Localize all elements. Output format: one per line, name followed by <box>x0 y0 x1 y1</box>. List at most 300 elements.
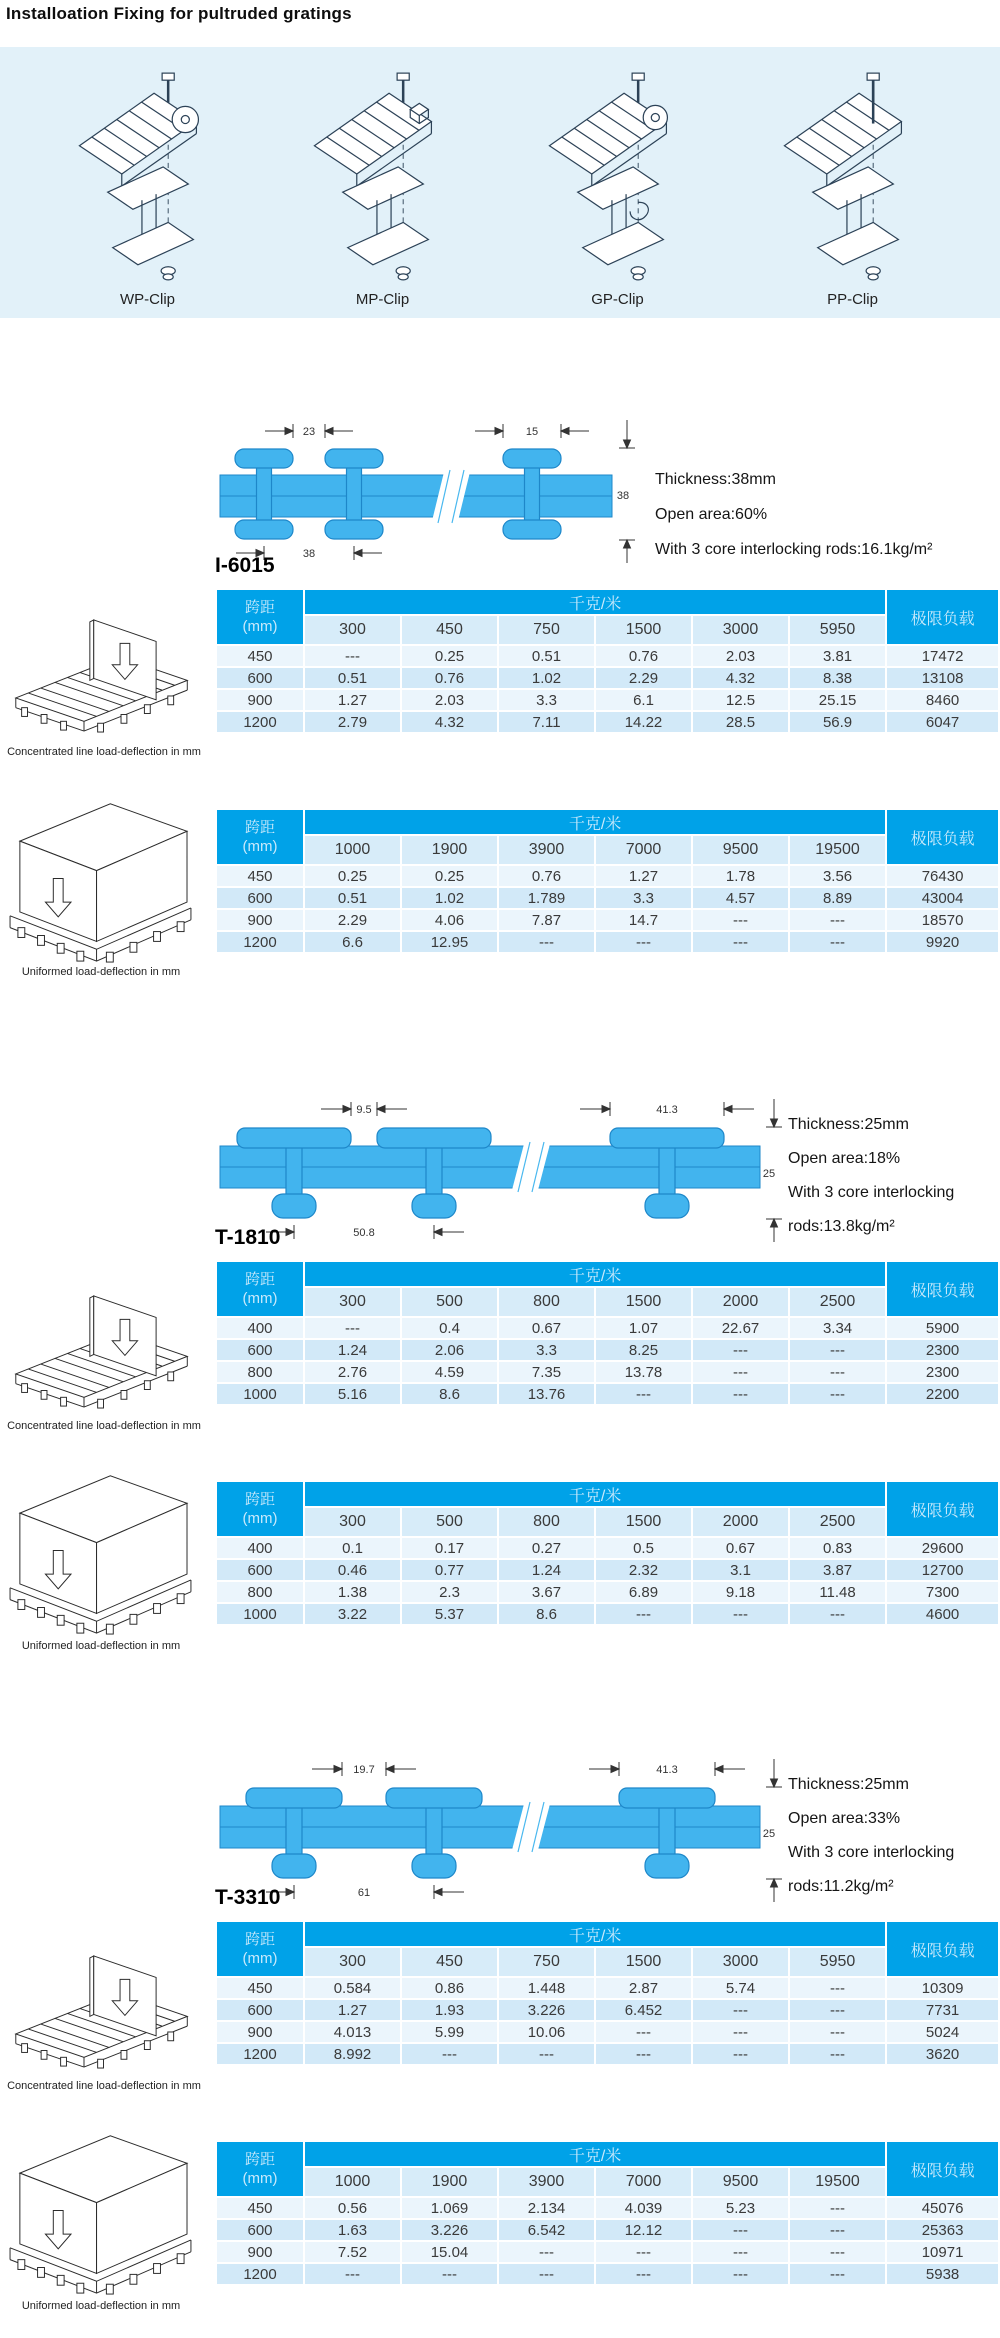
dim-top2-label: 15 <box>525 426 539 438</box>
load-unit-header-cell: 千克/米 <box>304 1261 886 1287</box>
span-label: 跨距 <box>244 819 275 836</box>
value-cell: 8.38 <box>789 667 886 689</box>
value-cell: 9.18 <box>692 1581 789 1603</box>
value-cell: --- <box>692 2263 789 2285</box>
value-cell: --- <box>595 1603 692 1625</box>
value-cell: 10.06 <box>498 2021 595 2043</box>
load-values-row <box>216 835 999 865</box>
value-cell: 2.03 <box>692 645 789 667</box>
ultimate-cell: 43004 <box>886 887 999 909</box>
span-unit-label: (mm) <box>242 838 278 855</box>
load-cell: 1500 <box>595 1947 692 1977</box>
value-cell: 0.76 <box>595 645 692 667</box>
value-cell: 1.27 <box>595 865 692 887</box>
ultimate-cell: 29600 <box>886 1537 999 1559</box>
value-cell: 7.11 <box>498 711 595 733</box>
load-cell: 300 <box>304 1287 401 1317</box>
table-row <box>216 1559 999 1581</box>
value-cell: 2.03 <box>401 689 498 711</box>
spec-thickness: Thickness:25mm <box>788 1116 909 1133</box>
load-cell: 1500 <box>595 615 692 645</box>
value-cell: 7.52 <box>304 2241 401 2263</box>
value-cell: 13.76 <box>498 1383 595 1405</box>
value-cell: 0.77 <box>401 1559 498 1581</box>
span-cell: 900 <box>216 689 304 711</box>
value-cell: 5.74 <box>692 1977 789 1999</box>
page-title: Installoation Fixing for pultruded gratings <box>6 4 352 23</box>
value-cell: --- <box>789 2219 886 2241</box>
span-cell: 600 <box>216 2219 304 2241</box>
span-label: 跨距 <box>244 1271 275 1288</box>
table-row <box>216 667 999 689</box>
table-header-row <box>216 589 999 615</box>
uniform-load-caption: Uniformed load-deflection in mm <box>21 966 181 978</box>
value-cell: 2.134 <box>498 2197 595 2219</box>
span-header-cell <box>216 1481 304 1537</box>
table-row <box>216 2197 999 2219</box>
value-cell: --- <box>692 1339 789 1361</box>
load-cell: 3900 <box>498 2167 595 2197</box>
value-cell: 1.78 <box>692 865 789 887</box>
table-row <box>216 2219 999 2241</box>
value-cell: 0.86 <box>401 1977 498 1999</box>
load-values-row <box>216 1947 999 1977</box>
load-cell: 5950 <box>789 1947 886 1977</box>
uniform-load-caption: Uniformed load-deflection in mm <box>21 1640 181 1652</box>
ultimate-cell: 76430 <box>886 865 999 887</box>
value-cell: 3.3 <box>498 1339 595 1361</box>
value-cell: --- <box>789 1361 886 1383</box>
value-cell: --- <box>304 1317 401 1339</box>
value-cell: 4.59 <box>401 1361 498 1383</box>
value-cell: 2.3 <box>401 1581 498 1603</box>
load-cell: 300 <box>304 1947 401 1977</box>
span-unit-label: (mm) <box>242 1950 278 1967</box>
ultimate-cell: 5938 <box>886 2263 999 2285</box>
pp-clip-drawing-icon <box>768 59 938 291</box>
clip-figure-gp <box>525 59 710 308</box>
value-cell: 3.1 <box>692 1559 789 1581</box>
value-cell: --- <box>692 1999 789 2021</box>
value-cell: --- <box>401 2263 498 2285</box>
value-cell: 8.89 <box>789 887 886 909</box>
value-cell: 15.04 <box>401 2241 498 2263</box>
value-cell: --- <box>789 1383 886 1405</box>
value-cell: 3.87 <box>789 1559 886 1581</box>
load-cell: 7000 <box>595 835 692 865</box>
value-cell: 0.51 <box>498 645 595 667</box>
value-cell: 0.76 <box>401 667 498 689</box>
table-header-row <box>216 809 999 835</box>
load-values-row <box>216 1507 999 1537</box>
value-cell: 6.542 <box>498 2219 595 2241</box>
value-cell: 0.27 <box>498 1537 595 1559</box>
value-cell: --- <box>692 2021 789 2043</box>
value-cell: --- <box>789 2197 886 2219</box>
table-row <box>216 1339 999 1361</box>
span-cell: 1200 <box>216 711 304 733</box>
span-unit-label: (mm) <box>242 1510 278 1527</box>
spec-open-area: Open area:60% <box>655 506 768 523</box>
clip-figure-pp <box>760 59 945 308</box>
ultimate-cell: 2300 <box>886 1339 999 1361</box>
load-cell: 300 <box>304 1507 401 1537</box>
value-cell: 8.6 <box>498 1603 595 1625</box>
value-cell: 3.22 <box>304 1603 401 1625</box>
wp-clip-drawing-icon <box>63 59 233 291</box>
value-cell: 13.78 <box>595 1361 692 1383</box>
value-cell: --- <box>595 2021 692 2043</box>
load-cell: 1000 <box>304 835 401 865</box>
value-cell: 1.02 <box>401 887 498 909</box>
clip-label: GP-Clip <box>591 291 644 308</box>
ultimate-header-cell: 极限负载 <box>886 1261 999 1317</box>
dim-top1-label: 23 <box>302 426 316 438</box>
ultimate-cell: 12700 <box>886 1559 999 1581</box>
spec-thickness: Thickness:38mm <box>655 471 776 488</box>
value-cell: 22.67 <box>692 1317 789 1339</box>
washer-icon <box>172 106 198 132</box>
ultimate-header-cell: 极限负载 <box>886 809 999 865</box>
ultimate-cell: 2200 <box>886 1383 999 1405</box>
load-values-row <box>216 615 999 645</box>
value-cell: --- <box>789 2043 886 2065</box>
table-row <box>216 887 999 909</box>
value-cell: --- <box>692 1603 789 1625</box>
value-cell: --- <box>498 2263 595 2285</box>
value-cell: --- <box>789 931 886 953</box>
value-cell: 3.3 <box>595 887 692 909</box>
dim-top1-label: 9.5 <box>356 1104 372 1116</box>
concentrated-load-figure <box>8 1286 198 1418</box>
clip-label: PP-Clip <box>827 291 878 308</box>
clip-figure-wp <box>55 59 240 308</box>
load-cell: 300 <box>304 615 401 645</box>
value-cell: 4.013 <box>304 2021 401 2043</box>
value-cell: 1.069 <box>401 2197 498 2219</box>
ultimate-header-cell: 极限负载 <box>886 1921 999 1977</box>
table-row <box>216 931 999 953</box>
load-cell: 800 <box>498 1507 595 1537</box>
spec-thickness: Thickness:25mm <box>788 1776 909 1793</box>
span-cell: 900 <box>216 909 304 931</box>
model-title-t3310: T-3310 <box>215 1886 281 1909</box>
value-cell: --- <box>692 2043 789 2065</box>
value-cell: --- <box>789 2241 886 2263</box>
table-row <box>216 2043 999 2065</box>
value-cell: 2.87 <box>595 1977 692 1999</box>
span-label: 跨距 <box>244 1931 275 1948</box>
model-title-t1810: T-1810 <box>215 1226 281 1249</box>
table-row <box>216 645 999 667</box>
span-cell: 450 <box>216 865 304 887</box>
load-cell: 750 <box>498 1947 595 1977</box>
table-row <box>216 1537 999 1559</box>
spec-open-area: Open area:18% <box>788 1150 901 1167</box>
value-cell: 5.99 <box>401 2021 498 2043</box>
value-cell: 1.789 <box>498 887 595 909</box>
table-row <box>216 689 999 711</box>
span-cell: 600 <box>216 667 304 689</box>
dim-top1-label: 19.7 <box>353 1764 375 1776</box>
value-cell: --- <box>595 2263 692 2285</box>
value-cell: 0.25 <box>401 645 498 667</box>
dim-height-label: 25 <box>762 1828 776 1840</box>
value-cell: 14.22 <box>595 711 692 733</box>
value-cell: 1.27 <box>304 1999 401 2021</box>
value-cell: 2.29 <box>595 667 692 689</box>
t1810-cross-section-figure <box>212 1082 790 1244</box>
value-cell: 1.07 <box>595 1317 692 1339</box>
ultimate-cell: 10309 <box>886 1977 999 1999</box>
load-cell: 19500 <box>789 2167 886 2197</box>
load-cell: 2500 <box>789 1507 886 1537</box>
t3310-cross-section-figure <box>212 1742 790 1904</box>
value-cell: 3.56 <box>789 865 886 887</box>
ultimate-cell: 2300 <box>886 1361 999 1383</box>
value-cell: --- <box>595 931 692 953</box>
value-cell: --- <box>789 1603 886 1625</box>
ultimate-header-cell: 极限负载 <box>886 1481 999 1537</box>
span-cell: 450 <box>216 1977 304 1999</box>
value-cell: 0.5 <box>595 1537 692 1559</box>
span-cell: 450 <box>216 645 304 667</box>
table-row <box>216 1317 999 1339</box>
value-cell: 0.67 <box>498 1317 595 1339</box>
value-cell: --- <box>789 1999 886 2021</box>
dim-bottom-label: 61 <box>357 1887 371 1899</box>
ultimate-cell: 45076 <box>886 2197 999 2219</box>
value-cell: 3.81 <box>789 645 886 667</box>
concentrated-load-caption: Concentrated line load-deflection in mm <box>7 2080 201 2092</box>
table-row <box>216 2263 999 2285</box>
span-cell: 1200 <box>216 2263 304 2285</box>
value-cell: --- <box>304 2263 401 2285</box>
value-cell: 6.1 <box>595 689 692 711</box>
t3310-table-1 <box>215 1920 1000 2066</box>
t1810-table-1 <box>215 1260 1000 1406</box>
span-header-cell <box>216 589 304 645</box>
value-cell: --- <box>789 1977 886 1999</box>
value-cell: 12.12 <box>595 2219 692 2241</box>
value-cell: --- <box>498 931 595 953</box>
value-cell: 4.32 <box>401 711 498 733</box>
value-cell: 12.95 <box>401 931 498 953</box>
span-unit-label: (mm) <box>242 618 278 635</box>
load-cell: 1900 <box>401 835 498 865</box>
span-cell: 450 <box>216 2197 304 2219</box>
dim-bottom-label: 38 <box>302 548 316 560</box>
uniform-load-figure <box>4 1462 196 1637</box>
span-unit-label: (mm) <box>242 2170 278 2187</box>
value-cell: 1.93 <box>401 1999 498 2021</box>
span-cell: 800 <box>216 1361 304 1383</box>
concentrated-load-caption: Concentrated line load-deflection in mm <box>7 1420 201 1432</box>
value-cell: 8.6 <box>401 1383 498 1405</box>
value-cell: 0.56 <box>304 2197 401 2219</box>
value-cell: --- <box>401 2043 498 2065</box>
clip-label: WP-Clip <box>120 291 175 308</box>
value-cell: 0.76 <box>498 865 595 887</box>
table-header-row <box>216 1261 999 1287</box>
value-cell: --- <box>595 2241 692 2263</box>
load-cell: 500 <box>401 1507 498 1537</box>
span-cell: 1200 <box>216 2043 304 2065</box>
gp-clip-drawing-icon <box>533 59 703 291</box>
ultimate-cell: 10971 <box>886 2241 999 2263</box>
value-cell: 4.06 <box>401 909 498 931</box>
table-row <box>216 1361 999 1383</box>
load-cell: 3000 <box>692 1947 789 1977</box>
span-header-cell <box>216 809 304 865</box>
value-cell: --- <box>789 2263 886 2285</box>
ultimate-cell: 9920 <box>886 931 999 953</box>
table-header-row <box>216 1921 999 1947</box>
uniform-load-caption: Uniformed load-deflection in mm <box>21 2300 181 2312</box>
load-unit-header-cell: 千克/米 <box>304 2141 886 2167</box>
t3310-specs <box>788 1768 1000 1904</box>
span-cell: 900 <box>216 2241 304 2263</box>
value-cell: 0.83 <box>789 1537 886 1559</box>
load-values-row <box>216 2167 999 2197</box>
clip-label: MP-Clip <box>355 291 410 308</box>
spec-rods: With 3 core interlocking rods:16.1kg/m² <box>655 541 933 558</box>
value-cell: 28.5 <box>692 711 789 733</box>
value-cell: 56.9 <box>789 711 886 733</box>
ultimate-header-cell: 极限负载 <box>886 589 999 645</box>
value-cell: 0.17 <box>401 1537 498 1559</box>
ultimate-cell: 5024 <box>886 2021 999 2043</box>
value-cell: 5.23 <box>692 2197 789 2219</box>
value-cell: 6.6 <box>304 931 401 953</box>
span-cell: 600 <box>216 1999 304 2021</box>
value-cell: 2.76 <box>304 1361 401 1383</box>
value-cell: 0.67 <box>692 1537 789 1559</box>
load-values-row <box>216 1287 999 1317</box>
load-cell: 2500 <box>789 1287 886 1317</box>
value-cell: 5.37 <box>401 1603 498 1625</box>
value-cell: --- <box>595 2043 692 2065</box>
value-cell: 2.29 <box>304 909 401 931</box>
load-cell: 1900 <box>401 2167 498 2197</box>
table-row <box>216 1603 999 1625</box>
concentrated-load-figure <box>8 1946 198 2078</box>
value-cell: 0.51 <box>304 667 401 689</box>
clips-banner <box>0 47 1000 318</box>
value-cell: 11.48 <box>789 1581 886 1603</box>
table-row <box>216 1977 999 1999</box>
value-cell: 0.25 <box>401 865 498 887</box>
i6015-table-1 <box>215 588 1000 734</box>
value-cell: --- <box>498 2043 595 2065</box>
ultimate-cell: 3620 <box>886 2043 999 2065</box>
value-cell: 4.039 <box>595 2197 692 2219</box>
ultimate-cell: 7300 <box>886 1581 999 1603</box>
spec-rods: With 3 core interlocking rods:13.8kg/m² <box>788 1184 955 1235</box>
value-cell: 0.1 <box>304 1537 401 1559</box>
value-cell: --- <box>692 909 789 931</box>
span-header-cell <box>216 2141 304 2197</box>
span-cell: 800 <box>216 1581 304 1603</box>
dim-top2-label: 41.3 <box>656 1764 678 1776</box>
value-cell: 7.35 <box>498 1361 595 1383</box>
span-cell: 600 <box>216 887 304 909</box>
table-row <box>216 711 999 733</box>
load-cell: 7000 <box>595 2167 692 2197</box>
table-row <box>216 2241 999 2263</box>
value-cell: 3.226 <box>498 1999 595 2021</box>
value-cell: 6.89 <box>595 1581 692 1603</box>
ultimate-cell: 25363 <box>886 2219 999 2241</box>
value-cell: --- <box>789 1339 886 1361</box>
uniform-load-figure <box>4 2122 196 2297</box>
value-cell: 0.25 <box>304 865 401 887</box>
value-cell: 25.15 <box>789 689 886 711</box>
dim-top2-label: 41.3 <box>656 1104 678 1116</box>
load-unit-header-cell: 千克/米 <box>304 1481 886 1507</box>
clip-figure-mp <box>290 59 475 308</box>
table-row <box>216 1383 999 1405</box>
table-header-row <box>216 2141 999 2167</box>
value-cell: 8.992 <box>304 2043 401 2065</box>
load-cell: 1000 <box>304 2167 401 2197</box>
table-row <box>216 1999 999 2021</box>
load-cell: 9500 <box>692 835 789 865</box>
value-cell: 0.46 <box>304 1559 401 1581</box>
value-cell: 0.51 <box>304 887 401 909</box>
value-cell: 4.32 <box>692 667 789 689</box>
value-cell: 3.67 <box>498 1581 595 1603</box>
value-cell: 1.63 <box>304 2219 401 2241</box>
span-label: 跨距 <box>244 1491 275 1508</box>
t1810-table-2 <box>215 1480 1000 1626</box>
value-cell: 1.448 <box>498 1977 595 1999</box>
load-cell: 2000 <box>692 1507 789 1537</box>
value-cell: --- <box>595 1383 692 1405</box>
value-cell: 1.27 <box>304 689 401 711</box>
i6015-table-2 <box>215 808 1000 954</box>
value-cell: --- <box>304 645 401 667</box>
value-cell: 2.79 <box>304 711 401 733</box>
value-cell: 14.7 <box>595 909 692 931</box>
load-cell: 5950 <box>789 615 886 645</box>
span-cell: 600 <box>216 1559 304 1581</box>
span-header-cell <box>216 1261 304 1317</box>
model-title-i6015: I-6015 <box>215 554 275 577</box>
dim-height-label: 25 <box>762 1168 776 1180</box>
ultimate-cell: 13108 <box>886 667 999 689</box>
span-label: 跨距 <box>244 599 275 616</box>
value-cell: 0.4 <box>401 1317 498 1339</box>
load-cell: 3900 <box>498 835 595 865</box>
span-cell: 1000 <box>216 1383 304 1405</box>
value-cell: 8.25 <box>595 1339 692 1361</box>
value-cell: 1.24 <box>498 1559 595 1581</box>
load-cell: 19500 <box>789 835 886 865</box>
mp-clip-drawing-icon <box>298 59 468 291</box>
value-cell: 2.32 <box>595 1559 692 1581</box>
spec-open-area: Open area:33% <box>788 1810 901 1827</box>
t1810-specs <box>788 1108 1000 1244</box>
t3310-table-2 <box>215 2140 1000 2286</box>
value-cell: --- <box>789 909 886 931</box>
load-cell: 800 <box>498 1287 595 1317</box>
i6015-specs <box>655 462 1000 567</box>
table-row <box>216 909 999 931</box>
value-cell: 2.06 <box>401 1339 498 1361</box>
span-cell: 400 <box>216 1317 304 1339</box>
ultimate-cell: 8460 <box>886 689 999 711</box>
